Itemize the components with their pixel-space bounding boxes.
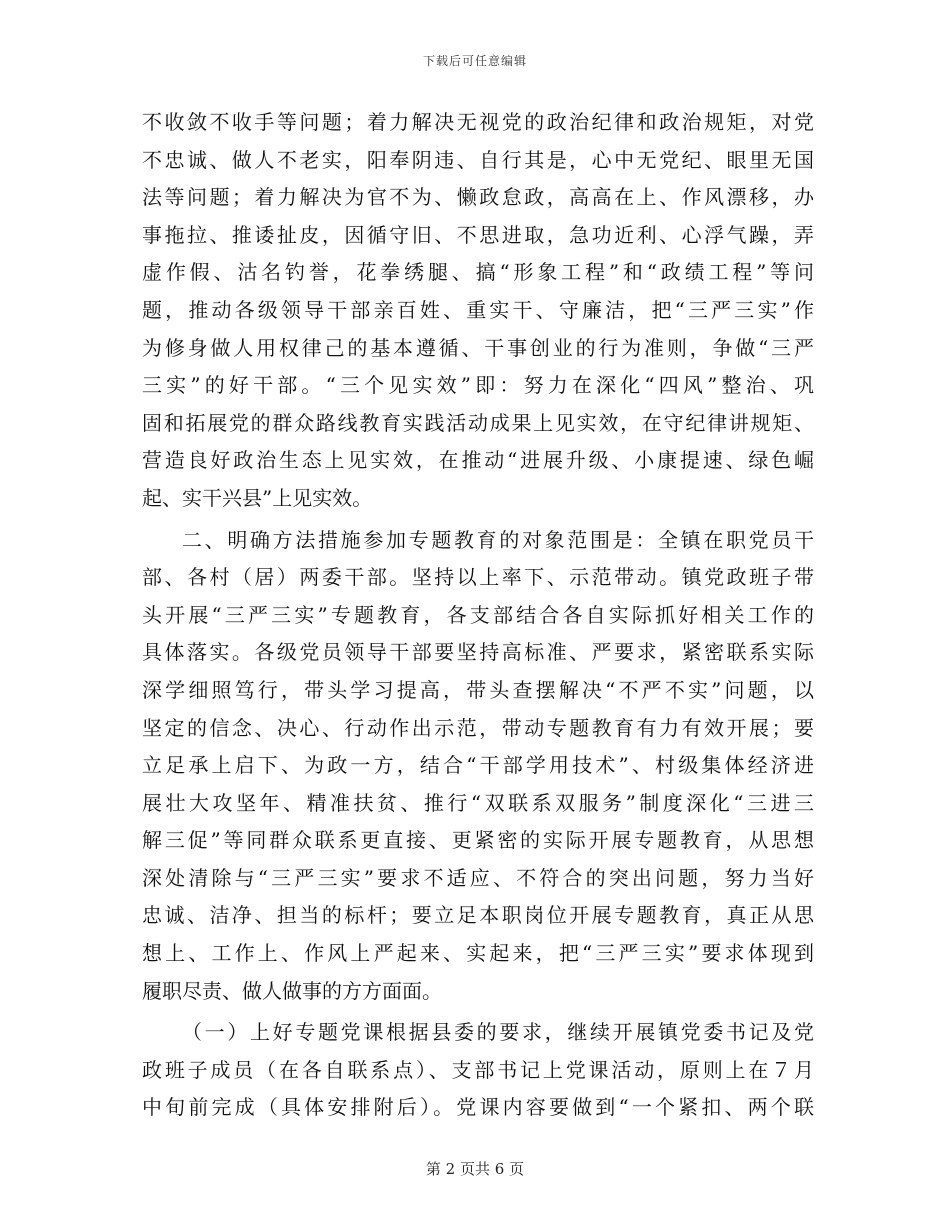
paragraph-1 xyxy=(142,104,814,518)
text-line: 三实”的好干部。“三个见实效”即：努力在深化“四风”整治、巩 xyxy=(142,373,814,398)
text-line: 不收敛不收手等问题；着力解决无视党的政治纪律和政治规矩，对党 xyxy=(142,110,814,134)
text-line: 法等问题；着力解决为官不为、懒政怠政，高高在上、作风漂移，办 xyxy=(142,185,814,210)
text-line: 坚定的信念、决心、行动作出示范，带动专题教育有力有效开展；要 xyxy=(142,715,814,740)
text-line: 事拖拉、推诿扯皮，因循守旧、不思进取，急功近利、心浮气躁，弄 xyxy=(142,222,814,247)
text-line: 为修身做人用权律己的基本遵循、干事创业的行为准则，争做“三严 xyxy=(142,335,814,360)
text-line: 忠诚、洁净、担当的标杆；要立足本职岗位开展专题教育，真正从思 xyxy=(142,903,814,928)
page-number-footer: 第 2 页共 6 页 xyxy=(425,1160,525,1178)
text-line: 深处清除与“三严三实”要求不适应、不符合的突出问题，努力当好 xyxy=(142,865,814,890)
text-line: 营造良好政治生态上见实效，在推动“进展升级、小康提速、绿色崛 xyxy=(142,448,814,473)
text-line: 题，推动各级领导干部亲百姓、重实干、守廉洁，把“三严三实”作 xyxy=(142,297,814,322)
text-line: 虚作假、沽名钓誉，花拳绣腿、搞“形象工程”和“政绩工程”等问 xyxy=(142,260,814,285)
document-body xyxy=(142,104,814,1127)
text-line: 二、明确方法措施参加专题教育的对象范围是：全镇在职党员干 xyxy=(182,527,814,552)
text-line: 想上、工作上、作风上严起来、实起来，把“三严三实”要求体现到 xyxy=(142,941,814,966)
text-line: 具体落实。各级党员领导干部要坚持高标准、严要求，紧密联系实际 xyxy=(142,640,814,665)
paragraph-2 xyxy=(142,522,814,1011)
text-line: 头开展“三严三实”专题教育，各支部结合各自实际抓好相关工作的 xyxy=(142,602,814,627)
text-line: 部、各村（居）两委干部。坚持以上率下、示范带动。镇党政班子带 xyxy=(142,565,814,590)
text-line: 立足承上启下、为政一方，结合“干部学用技术”、村级集体经济进 xyxy=(142,753,814,778)
text-line: 履职尽责、做人做事的方方面面。 xyxy=(142,978,442,1003)
text-line: 中旬前完成（具体安排附后）。党课内容要做到“一个紧扣、两个联 xyxy=(142,1095,814,1120)
text-line: 起、实干兴县”上见实效。 xyxy=(142,485,373,510)
text-line: 解三促”等同群众联系更直接、更紧密的实际开展专题教育，从思想 xyxy=(142,828,814,853)
text-line: 不忠诚、做人不老实，阳奉阴违、自行其是，心中无党纪、眼里无国 xyxy=(142,147,814,172)
text-line: 展壮大攻坚年、精准扶贫、推行“双联系双服务”制度深化“三进三 xyxy=(142,790,814,815)
text-line: 固和拓展党的群众路线教育实践活动成果上见实效，在守纪律讲规矩、 xyxy=(142,410,814,435)
text-line: 深学细照笃行，带头学习提高，带头查摆解决“不严不实”问题，以 xyxy=(142,677,814,702)
page-header: 下载后可任意编辑 xyxy=(422,54,527,68)
text-line: 政班子成员（在各自联系点）、支部书记上党课活动，原则上在７月 xyxy=(142,1057,814,1082)
text-line: （一）上好专题党课根据县委的要求，继续开展镇党委书记及党 xyxy=(182,1020,814,1045)
paragraph-3 xyxy=(142,1014,814,1127)
